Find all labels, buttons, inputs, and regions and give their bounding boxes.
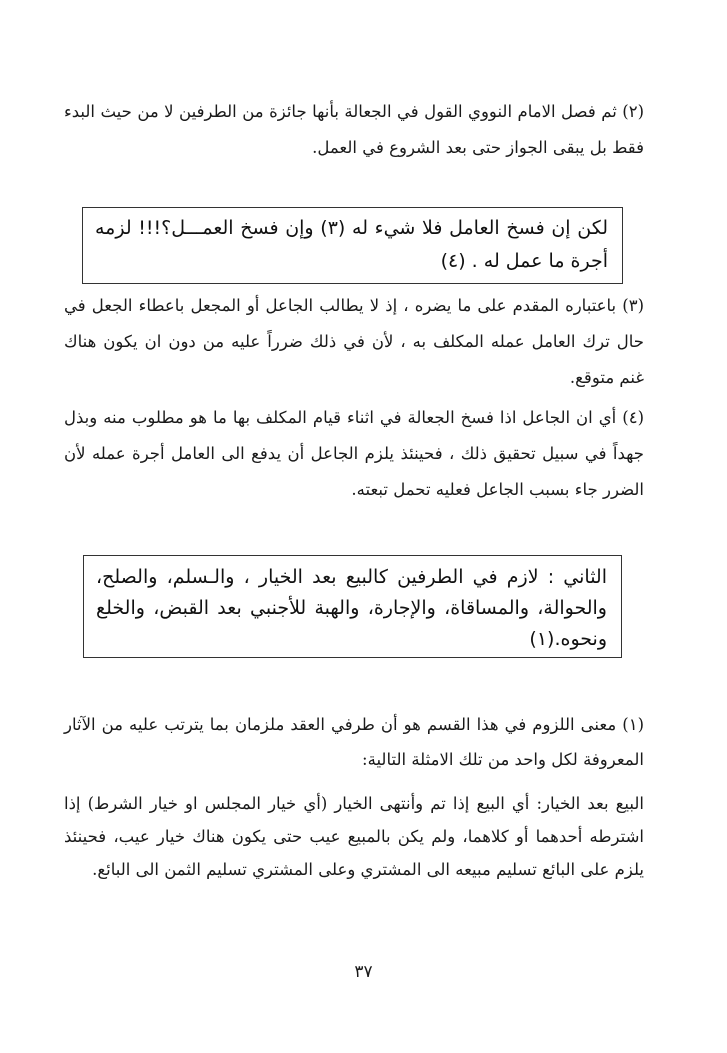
sale-after-option-paragraph — [64, 787, 644, 886]
footnote-1-meaning — [64, 707, 644, 777]
paragraph-text: (٣) باعتباره المقدم على ما يضره ، إذ لا يطالب الجاعل أو المجعل باعطاء الجعل في حال ترك العامل عمله المكلف به ، لأن في ذلك ضرراً عليه من دون ان يكون هناك غنم متوقع. — [64, 296, 644, 387]
boxed-text-binding-contracts — [83, 555, 622, 658]
footnote-2-nawawi — [64, 94, 644, 166]
footnote-4-wage — [64, 400, 644, 508]
boxed-paragraph: لكن إن فسخ العامل فلا شيء له (٣) وإن فسخ العمـــل؟!!! لزمه أجرة ما عمل له . (٤) — [95, 217, 609, 272]
paragraph-text: (٤) أي ان الجاعل اذا فسخ الجعالة في اثناء قيام المكلف بها ما هو مطلوب منه وبذل جهداً في سبيل تحقيق ذلك ، فحينئذ يلزم الجاعل أن يدفع الى العامل أجرة عمله لأن الضرر جاء بسبب الجاعل فعليه تحمل تبعته. — [64, 408, 644, 499]
paragraph-text: (٢) ثم فصل الامام النووي القول في الجعالة بأنها جائزة من الطرفين لا من حيث البدء فقط بل يبقى الجواز حتى بعد الشروع في العمل. — [64, 102, 644, 157]
boxed-paragraph: الثاني : لازم في الطرفين كالبيع بعد الخيار ، والـسلم، والصلح، والحوالة، والمساقاة، والإجارة، والهبة للأجنبي بعد القبض، والخلع ونحوه.(١) — [96, 566, 607, 650]
footnote-3-harm — [64, 288, 644, 396]
paragraph-text: (١) معنى اللزوم في هذا القسم هو أن طرفي العقد ملزمان بما يترتب عليه من الآثار المعروفة لكل واحد من تلك الامثلة التالية: — [64, 715, 644, 769]
page-number: ٣٧ — [354, 962, 373, 982]
paragraph-text: البيع بعد الخيار: أي البيع إذا تم وأنتهى الخيار (أي خيار المجلس او خيار الشرط) إذا اشترطه أحدهما أو كلاهما، ولم يكن بالمبيع عيب حتى يكون هناك خيار عيب، فحينئذ يلزم على البائع تسليم مبيعه الى المشتري وعلى المشتري تسليم الثمن الى البائع. — [64, 794, 644, 879]
boxed-text-annulment — [82, 207, 623, 284]
